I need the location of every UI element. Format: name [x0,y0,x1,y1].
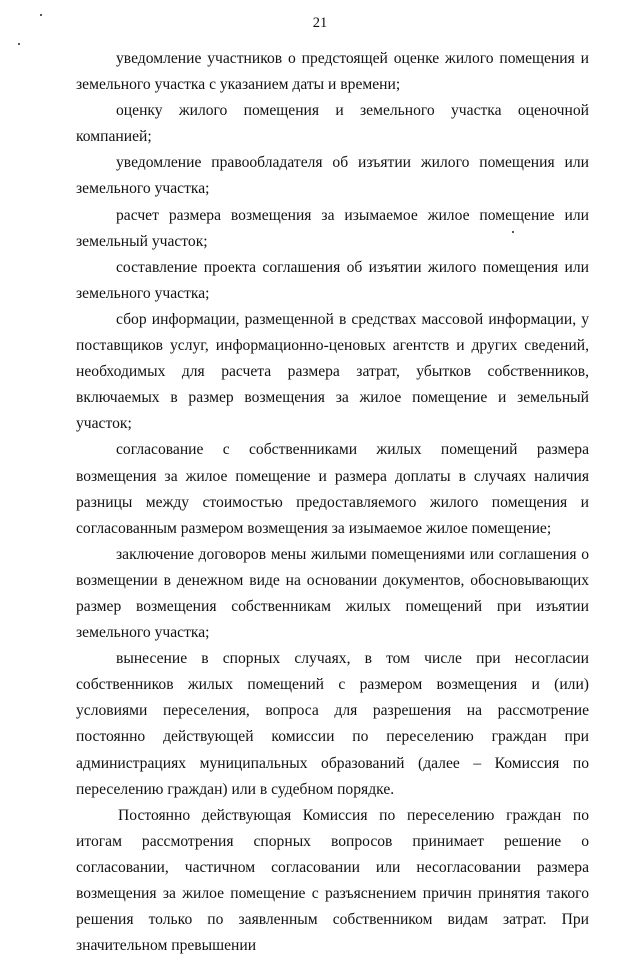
paragraph: согласование с собственниками жилых помещений размера возмещения за жилое помещение и размера доплаты в случаях наличия разницы между стоимостью предоставляемого жилого помещения и согласованным размером возмещения за изымаемое жилое помещение; [76,441,589,537]
paragraph: уведомление правообладателя об изъятии жилого помещения или земельного участка; [76,154,589,198]
paragraph: расчет размера возмещения за изымаемое жилое помещение или земельный участок; [76,206,589,250]
paragraph: составление проекта соглашения об изъятии жилого помещения или земельного участка; [76,258,589,302]
page-number: 21 [312,15,328,31]
paragraph: оценку жилого помещения и земельного участка оценочной компанией; [76,102,589,146]
paragraph: вынесение в спорных случаях, в том числе при несогласии собственников жилых помещений с размером возмещения и (или) условиями переселения, вопроса для разрешения на рассмотрение постоянно действующей комиссии по переселению граждан при администрациях муниципальных образований (далее – Комиссия по переселению граждан) или в судебном порядке. [76,650,589,798]
paragraph: сбор информации, размещенной в средствах массовой информации, у поставщиков услуг, информационно-ценовых агентств и других сведений, необходимых для расчета размера затрат, убытков собственников, включаемых в размер возмещения за жилое помещение и земельный участок; [76,310,589,433]
body-text [76,46,589,959]
paragraph: Постоянно действующая Комиссия по переселению граждан по итогам рассмотрения спорных вопросов принимает решение о согласовании, частичном согласовании или несогласовании размера возмещения за жилое помещение с разъяснением причин принятия такого решения только по заявленным собственником видам затрат. При значительном превышении [76,806,589,955]
paragraph: заключение договоров мены жилыми помещениями или соглашения о возмещении в денежном виде на основании документов, обосновывающих размер возмещения собственникам жилых помещений при изъятии земельного участка; [76,545,589,642]
paragraph: уведомление участников о предстоящей оценке жилого помещения и земельного участка с указанием даты и времени; [76,50,589,94]
scan-speck [18,43,20,45]
